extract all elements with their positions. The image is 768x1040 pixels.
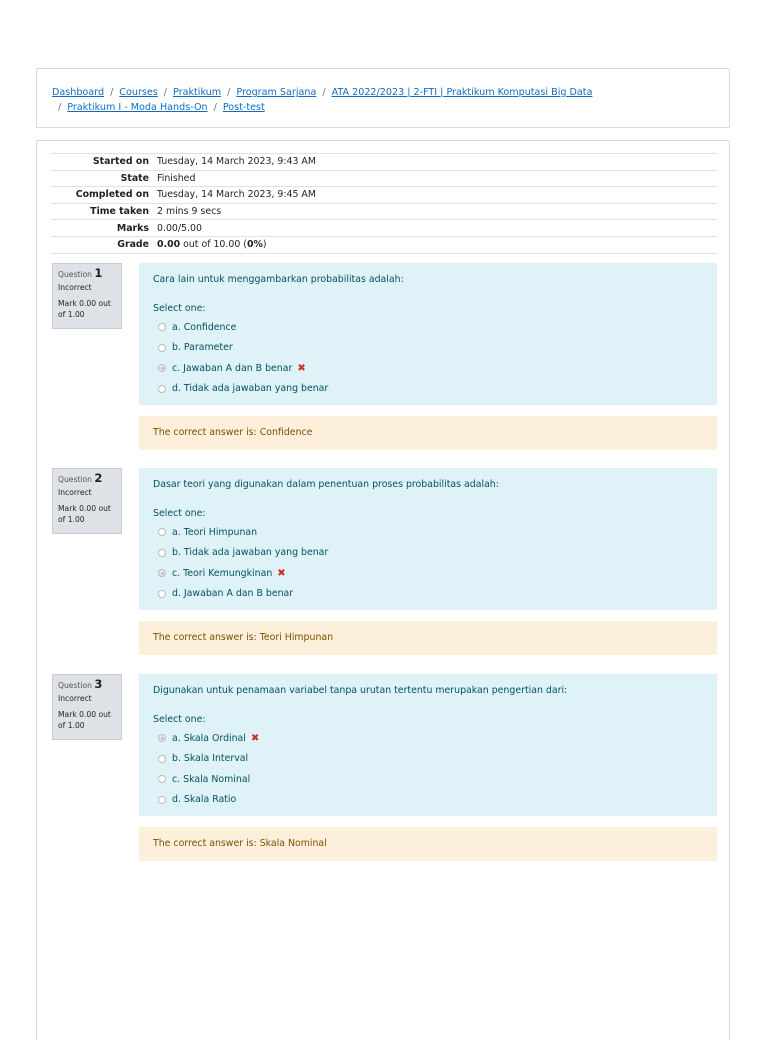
question-text: Cara lain untuk menggambarkan probabilitas adalah: [153,274,404,285]
correct-answer-feedback: The correct answer is: Skala Nominal [139,827,717,861]
answer-option[interactable]: d. Jawaban A dan B benar [153,584,703,605]
question-content [139,674,717,816]
breadcrumb-separator: / [110,87,114,98]
attempt-summary-table [51,153,717,254]
answer-option[interactable]: d. Tidak ada jawaban yang benar [153,379,703,400]
question-text: Dasar teori yang digunakan dalam penentuan proses probabilitas adalah: [153,479,499,490]
select-one-prompt: Select one: [153,714,206,725]
radio-button[interactable] [158,796,166,804]
answer-option[interactable]: a. Teori Himpunan [153,522,703,543]
question-state: Incorrect [58,283,92,292]
answer-option-selected[interactable]: c. Teori Kemungkinan ✖ [153,563,703,584]
breadcrumb-panel [36,68,730,128]
answer-option[interactable]: b. Tidak ada jawaban yang benar [153,543,703,564]
correct-answer-feedback: The correct answer is: Confidence [139,416,717,450]
correct-answer-feedback: The correct answer is: Teori Himpunan [139,621,717,655]
question-info: Question 3 Incorrect Mark 0.00 out of 1.00 [52,674,122,740]
question-info: Question 1 Incorrect Mark 0.00 out of 1.00 [52,263,122,329]
radio-button[interactable] [158,775,166,783]
answer-option[interactable]: b. Parameter [153,338,703,359]
radio-button[interactable] [158,385,166,393]
quiz-review-panel [36,140,730,1040]
question-content [139,468,717,610]
question-info: Question 2 Incorrect Mark 0.00 out of 1.00 [52,468,122,534]
radio-button-selected[interactable] [158,569,166,577]
incorrect-icon: ✖ [250,732,260,744]
question-mark: Mark 0.00 out of 1.00 [58,504,111,524]
summary-row-grade: Grade 0.00 out of 10.00 (0%) [51,236,717,253]
breadcrumb [52,85,712,115]
answer-options [153,728,703,810]
answer-option[interactable]: b. Skala Interval [153,749,703,770]
question-mark: Mark 0.00 out of 1.00 [58,710,111,730]
radio-button[interactable] [158,323,166,331]
breadcrumb-section[interactable]: Praktikum I - Moda Hands-On [67,102,208,113]
summary-row-time: Time taken 2 mins 9 secs [51,203,717,220]
breadcrumb-separator: / [58,102,62,113]
answer-options [153,522,703,604]
answer-option[interactable]: d. Skala Ratio [153,790,703,811]
radio-button[interactable] [158,528,166,536]
question-number: 1 [94,266,103,280]
breadcrumb-program-sarjana[interactable]: Program Sarjana [236,87,317,98]
incorrect-icon: ✖ [277,567,286,579]
summary-row-marks: Marks 0.00/5.00 [51,220,717,237]
breadcrumb-separator: / [227,87,231,98]
radio-button[interactable] [158,590,166,598]
radio-button-selected[interactable] [158,364,166,372]
question-text: Digunakan untuk penamaan variabel tanpa urutan tertentu merupakan pengertian dari: [153,685,568,696]
breadcrumb-praktikum[interactable]: Praktikum [173,87,222,98]
radio-button[interactable] [158,344,166,352]
breadcrumb-post-test[interactable]: Post-test [222,102,265,113]
question-state: Incorrect [58,694,92,703]
radio-button[interactable] [158,755,166,763]
breadcrumb-separator: / [213,102,217,113]
question-number: 2 [94,471,103,485]
radio-button-selected[interactable] [158,734,166,742]
question-state: Incorrect [58,488,92,497]
question-content [139,263,717,405]
answer-option-selected[interactable]: a. Skala Ordinal ✖ [153,728,703,749]
breadcrumb-dashboard[interactable]: Dashboard [52,87,105,98]
breadcrumb-courses[interactable]: Courses [119,87,158,98]
answer-option[interactable]: a. Confidence [153,317,703,338]
breadcrumb-course[interactable]: ATA 2022/2023 | 2-FTI | Praktikum Komputasi Big Data [331,87,593,98]
answer-options [153,317,703,399]
answer-option-selected[interactable]: c. Jawaban A dan B benar ✖ [153,358,703,379]
answer-option[interactable]: c. Skala Nominal [153,769,703,790]
question-mark: Mark 0.00 out of 1.00 [58,299,111,319]
radio-button[interactable] [158,549,166,557]
grade-score: 0.00 [157,239,181,251]
question-number: 3 [94,677,103,691]
summary-row-started: Started on Tuesday, 14 March 2023, 9:43 AM [51,154,717,171]
summary-row-completed: Completed on Tuesday, 14 March 2023, 9:45 AM [51,187,717,204]
incorrect-icon: ✖ [297,362,306,374]
select-one-prompt: Select one: [153,508,206,519]
grade-percent: 0% [246,239,263,251]
breadcrumb-separator: / [163,87,168,98]
summary-row-state: State Finished [51,170,717,187]
breadcrumb-separator: / [322,87,326,98]
select-one-prompt: Select one: [153,303,206,314]
